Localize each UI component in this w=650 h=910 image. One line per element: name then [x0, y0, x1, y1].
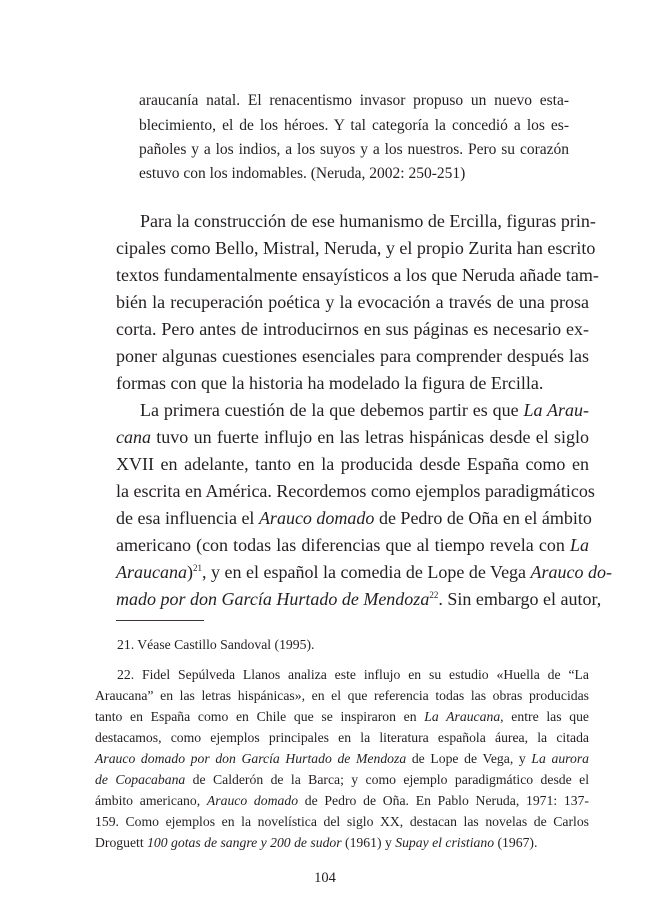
text-line: textos fundamentalmente ensayísticos a los que Neruda añade tam-	[116, 265, 599, 285]
book-title: Arauco do-	[530, 562, 613, 582]
quote-line: araucanía natal. El renacentismo invasor propuso un nuevo esta-	[139, 92, 569, 109]
footnote-22-line: de Copacabana de Calderón de la Barca; y como ejemplo paradigmático desde el	[95, 772, 589, 787]
book-title: Araucana	[116, 562, 187, 582]
footnote-22-line: Arauco domado por don García Hurtado de Mendoza de Lope de Vega, y La aurora	[95, 751, 589, 766]
text-line: Araucana)$^{21}$, y en el español la comedia de Lope de Vega Arauco do-	[116, 562, 613, 582]
text-line: poner algunas cuestiones esenciales para comprender después las	[116, 346, 589, 366]
text-line: XVII en adelante, tanto en la producida desde España como en	[116, 454, 589, 474]
text-line: mado por don García Hurtado de Mendoza$^{22}$. Sin embargo el autor,	[116, 589, 602, 609]
footnote-22-line: ámbito americano, Arauco domado de Pedro de Oña. En Pablo Neruda, 1971: 137-	[95, 793, 589, 808]
book-title: La	[569, 535, 589, 555]
page-number: 104	[314, 870, 336, 886]
footnote-21: 21. Véase Castillo Sandoval (1995).	[117, 637, 315, 652]
footnote-22-line: 159. Como ejemplos en la novelística del siglo XX, destacan las novelas de Carlos	[95, 814, 589, 829]
footnote-rule	[116, 620, 204, 621]
text-line: formas con que la historia ha modelado la figura de Ercilla.	[116, 373, 544, 393]
book-title: mado por don García Hurtado de Mendoza	[116, 589, 430, 609]
footnote-ref-21: 21	[193, 563, 202, 573]
footnote-ref-22: 22	[429, 590, 439, 600]
footnote-22-line: Droguett 100 gotas de sangre y 200 de sudor (1961) y Supay el cristiano (1967).	[95, 835, 538, 850]
footnote-22-line: tanto en España como en Chile que se inspiraron en La Araucana, entre las que	[95, 709, 589, 724]
text-line: corta. Pero antes de introducirnos en sus páginas es necesario ex-	[116, 319, 589, 339]
text-line: de esa influencia el Arauco domado de Pedro de Oña en el ámbito	[116, 508, 592, 528]
footnote-22-line: destacamos, como ejemplos principales en la literatura española áurea, la citada	[95, 730, 589, 745]
quote-line: blecimiento, el de los héroes. Y tal categoría la concedió a los es-	[139, 117, 569, 134]
quote-line: pañoles y a los indios, a los suyos y a los nuestros. Pero su corazón	[139, 141, 569, 158]
footnote-22-line: 22. Fidel Sepúlveda Llanos analiza este influjo en su estudio «Huella de “La	[117, 667, 589, 682]
text-line: cana tuvo un fuerte influjo en las letras hispánicas desde el siglo	[116, 427, 589, 447]
quote-line: estuvo con los indomables. (Neruda, 2002: 250-251)	[139, 165, 466, 182]
text-line: la escrita en América. Recordemos como ejemplos paradigmáticos	[116, 481, 595, 501]
book-title: La Arau-	[523, 400, 589, 420]
book-title: cana	[116, 427, 151, 447]
text-line: americano (con todas las diferencias que al tiempo revela con La	[116, 535, 589, 555]
text-line: Para la construcción de ese humanismo de Ercilla, figuras prin-	[140, 211, 596, 231]
text-line: La primera cuestión de la que debemos partir es que La Arau-	[140, 400, 589, 420]
book-title: Arauco domado	[258, 508, 375, 528]
text-line: cipales como Bello, Mistral, Neruda, y el propio Zurita han escrito	[116, 238, 596, 258]
footnote-22-line: Araucana” en las letras hispánicas», en el que referencia todas las obras producidas	[95, 688, 589, 703]
text-line: bién la recuperación poética y la evocación a través de una prosa	[116, 292, 589, 312]
